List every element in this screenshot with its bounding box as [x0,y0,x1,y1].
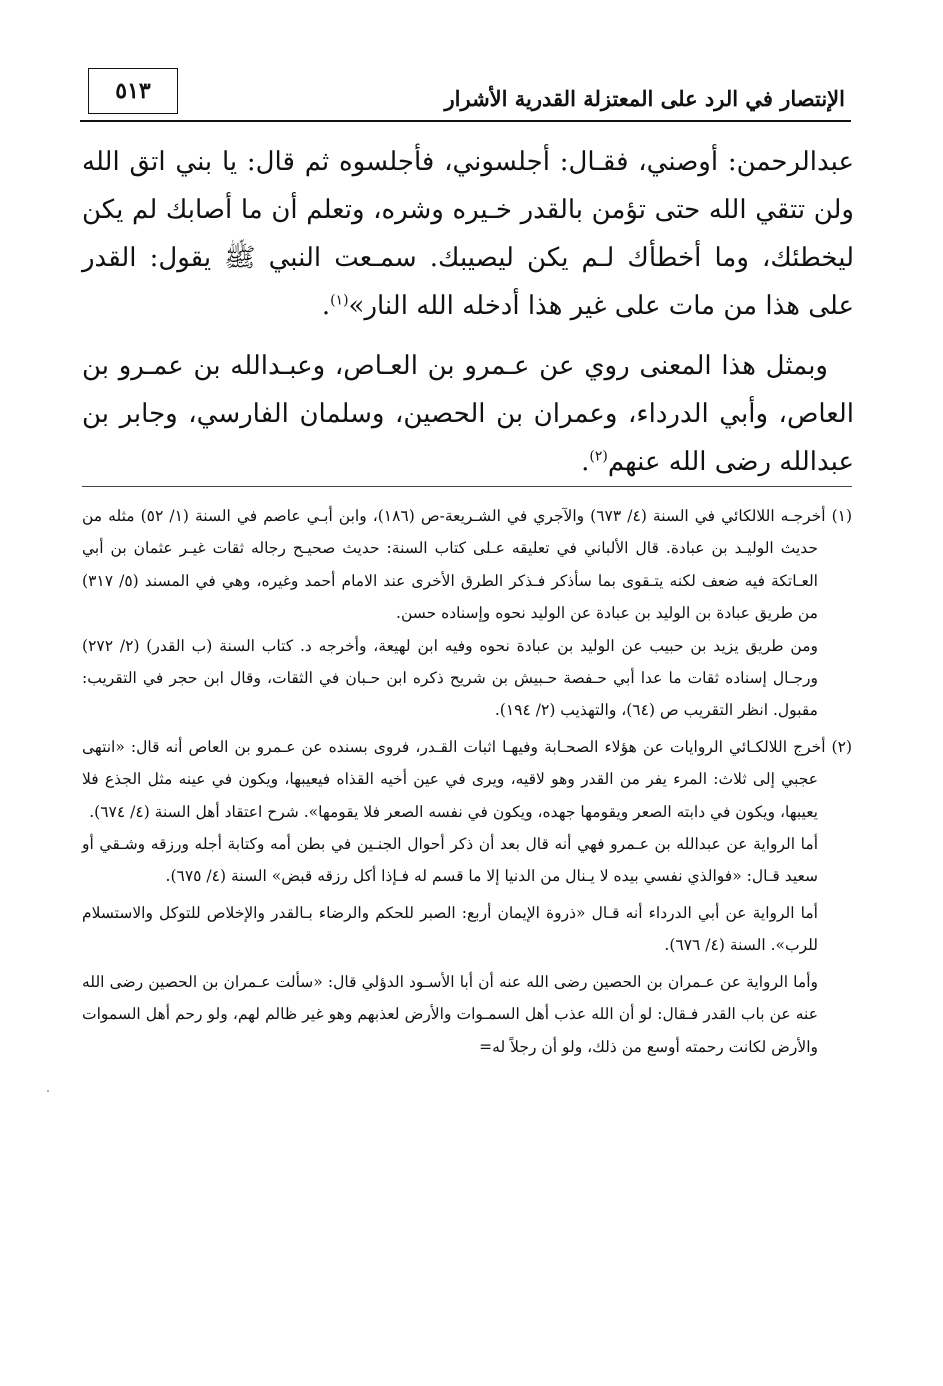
paragraph [82,342,854,486]
sentence-end: . [581,447,590,477]
page-number: ٥١٣ [115,78,151,104]
header-rule [80,120,851,122]
page-header [80,66,853,122]
paragraph-text: وبمثل هذا المعنى روي عن عـمرو بن العـاص، وعبـدالله بن عمـرو بن العاص، وأبي الدرداء، وعمران بن الحصين، وسلمان الفارسي، وجابر بن عبدالله رضى الله عنهم [82,351,854,477]
paragraph-text: عبدالرحمن: أوصني، فقـال: أجلسوني، فأجلسوه ثم قال: يا بني اتق الله ولن تتقي الله حتى تؤمن بالقدر خـيره وشره، وتعلم أن ما أصابك لم يكن ليخطئك، وما أخطأك لـم يكن ليصيبك. سمـعت النبي ﷺ يقول: القدر على هذا من مات على غير هذا أدخله الله النار» [82,147,854,321]
scan-speck [47,1090,49,1092]
footnote-continuation: ومن طريق يزيد بن حبيب عن الوليد بن عبادة نحوه وفيه ابن لهيعة، وأخرجه د. كتاب السنة (ب القدر) (٢/ ٢٧٢) ورجـال إسناده ثقات ما عدا أبي حـفصة حـبيش بن شريح ذكره ابن حـبان في الثقات، وقال ابن حجر في التقريب: مقبول. انظر التقريب ص (٦٤)، والتهذيب (٢/ ١٩٤). [82,636,818,720]
footnote-continuation: وأما الرواية عن عـمران بن الحصين رضى الله عنه أن أبا الأسـود الدؤلي قال: «سألت عـمران بن الحصين رضى الله عنه عن باب القدر فـقال: لو أن الله عذب أهل السمـوات والأرض لعذبهم وهو غير ظالم لهم، ولو رحم أهل السموات والأرض لكانت رحمته أوسع من ذلك، ولو أن رجلاً له= [82,972,818,1056]
footnote-continuation: أما الرواية عن أبي الدرداء أنه قـال «ذروة الإيمان أربع: الصبر للحكم والرضاء بـالقدر والإخلاص للتوكل والاستسلام للرب». السنة (٤/ ٦٧٦). [82,903,818,955]
footnote: (١) أخرجـه اللالكائي في السنة (٤/ ٦٧٣) والآجري في الشـريعة-ص (١٨٦)، وابن أبـي عاصم في السنة (١/ ٥٢) مثله من حديث الوليـد بن عبادة. قال الألباني في تعليقه عـلى كتاب السنة: حديث صحيـح رجاله ثقات غيـر عثمان بن أبي العـاتكة فيه ضعف لكنه يتـقوى بما سأذكر فـذكر الطرق الأخرى عند الامام أحمد وغيره، وهي في المسند (٥/ ٣١٧) من طريق عبادة بن الوليد بن عبادة عن الوليد نحوه وإسناده حسن. [82,507,853,623]
paragraph [82,138,854,330]
page-number-box [88,68,178,114]
footnotes [82,496,852,1063]
footnote: (٢) أخرج اللالكـائي الروايات عن هؤلاء الصحـابة وفيهـا اثبات القـدر، فروى بسنده عن عـمرو بن العاص أنه قال: «انتهى عجبي إلى ثلاث: المرء يفر من القدر وهو لاقيه، ويرى في عين أخيه القذاه فيعيبها، ويكون في عينه مثل الجذع فلا يعيبها، ويكون في دابته الصعر ويقومها جهده، ويكون في نفسه الصعر فلا يقومها». شرح اعتقاد أهل السنة (٤/ ٦٧٤). [82,737,852,821]
footnote-continuation: أما الرواية عن عبدالله بن عـمرو فهي أنه قال بعد أن ذكر أحوال الجنـين في بطن أمه وكتابة أجله ورزقه وشـقي أو سعيد قـال: «فوالذي نفسي بيده لا يـنال من الدنيا إلا ما قسم له فـإذا أكل رزقه قبض» السنة (٤/ ٦٧٥). [82,835,818,886]
footnote-reference: (٢) [589,448,608,465]
footnote-separator [82,486,852,487]
main-text [82,138,854,486]
running-title: الإنتصار في الرد على المعتزلة القدرية الأشرار [444,86,845,111]
footnote-reference: (١) [330,292,349,309]
sentence-end: . [321,291,331,321]
